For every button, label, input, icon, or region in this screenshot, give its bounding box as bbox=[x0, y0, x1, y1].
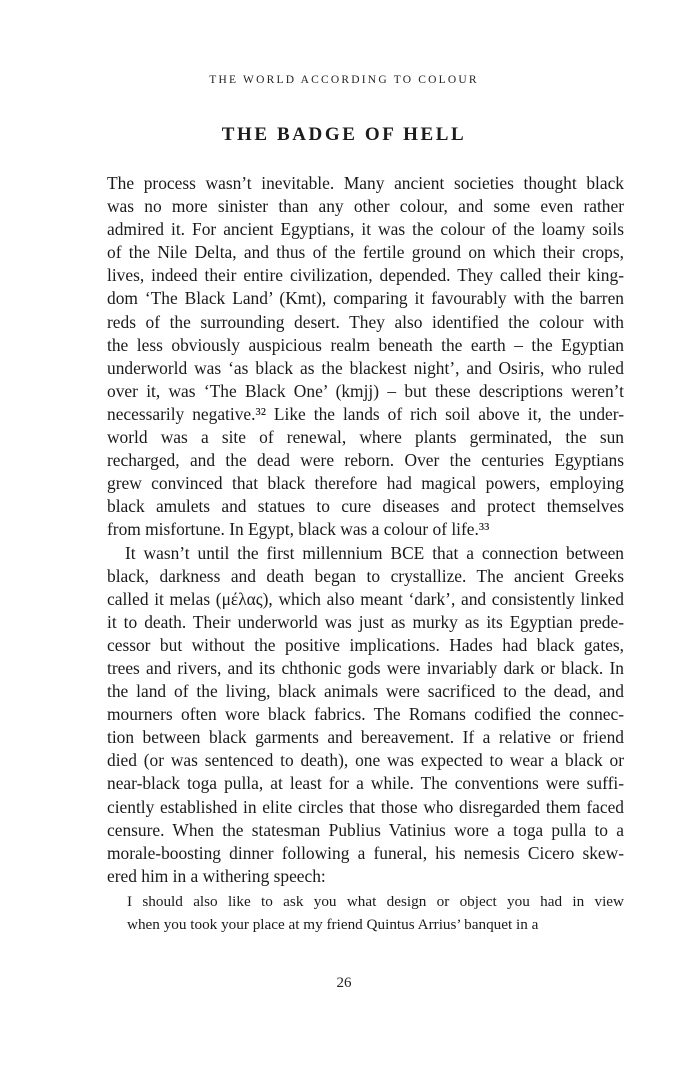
text-line: near-black toga pulla, at least for a while. The conventions were suffi- bbox=[107, 773, 624, 794]
text-line: underworld was ‘as black as the blackest night’, and Osiris, who ruled bbox=[107, 357, 624, 378]
text-line: admired it. For ancient Egyptians, it was the colour of the loamy soils bbox=[107, 219, 624, 240]
text-line: black amulets and statues to cure diseases and protect themselves bbox=[107, 496, 624, 517]
text-line: it to death. Their underworld was just as murky as its Egyptian prede- bbox=[107, 611, 624, 632]
text-line: cessor but without the positive implications. Hades had black gates, bbox=[107, 634, 624, 655]
text-line: trees and rivers, and its chthonic gods were invariably dark or black. In bbox=[107, 657, 624, 678]
text-line: I should also like to ask you what design or object you had in view bbox=[127, 893, 624, 910]
text-line: over it, was ‘The Black One’ (kmjj) – but these descriptions weren’t bbox=[107, 380, 624, 401]
text-line: ered him in a withering speech: bbox=[107, 865, 326, 886]
text-line: the less obviously auspicious realm beneath the earth – the Egyptian bbox=[107, 334, 624, 355]
text-line: died (or was sentenced to death), one was expected to wear a black or bbox=[107, 750, 624, 771]
body-text bbox=[107, 172, 624, 888]
text-line: ciently established in elite circles that those who disregarded them faced bbox=[107, 796, 624, 817]
text-line: It wasn’t until the first millennium BCE that a connection between bbox=[125, 542, 624, 563]
text-line: called it melas (μέλας), which also meant ‘dark’, and consistently linked bbox=[107, 588, 624, 609]
text-line: necessarily negative.³² Like the lands of rich soil above it, the under- bbox=[107, 403, 624, 424]
text-line: of the Nile Delta, and thus of the fertile ground on which their crops, bbox=[107, 242, 624, 263]
text-line: lives, indeed their entire civilization, depended. They called their king- bbox=[107, 265, 624, 286]
text-line: when you took your place at my friend Quintus Arrius’ banquet in a bbox=[127, 916, 539, 934]
text-line: from misfortune. In Egypt, black was a colour of life.³³ bbox=[107, 519, 490, 540]
text-line: dom ‘The Black Land’ (Kmt), comparing it favourably with the barren bbox=[107, 288, 624, 309]
text-line: was no more sinister than any other colour, and some even rather bbox=[107, 196, 624, 217]
text-line: reds of the surrounding desert. They also identified the colour with bbox=[107, 311, 624, 332]
text-line: censure. When the statesman Publius Vatinius wore a toga pulla to a bbox=[107, 819, 624, 840]
text-line: mourners often wore black fabrics. The Romans codified the connec- bbox=[107, 704, 624, 725]
block-quote bbox=[127, 890, 624, 936]
paragraph-1 bbox=[107, 172, 624, 542]
paragraph-2 bbox=[107, 542, 624, 888]
running-head: THE WORLD ACCORDING TO COLOUR bbox=[209, 74, 479, 86]
text-line: tion between black garments and bereavement. If a relative or friend bbox=[107, 727, 624, 748]
text-line: morale-boosting dinner following a funeral, his nemesis Cicero skew- bbox=[107, 842, 624, 863]
text-line: recharged, and the dead were reborn. Over the centuries Egyptians bbox=[107, 450, 624, 471]
text-line: the land of the living, black animals were sacrificed to the dead, and bbox=[107, 681, 624, 702]
page-number: 26 bbox=[336, 975, 352, 991]
text-line: grew convinced that black therefore had magical powers, employing bbox=[107, 473, 624, 494]
chapter-title: THE BADGE OF HELL bbox=[221, 124, 467, 145]
text-line: black, darkness and death began to crystallize. The ancient Greeks bbox=[107, 565, 624, 586]
text-line: The process wasn’t inevitable. Many ancient societies thought black bbox=[107, 173, 624, 193]
text-line: world was a site of renewal, where plants germinated, the sun bbox=[107, 427, 624, 448]
